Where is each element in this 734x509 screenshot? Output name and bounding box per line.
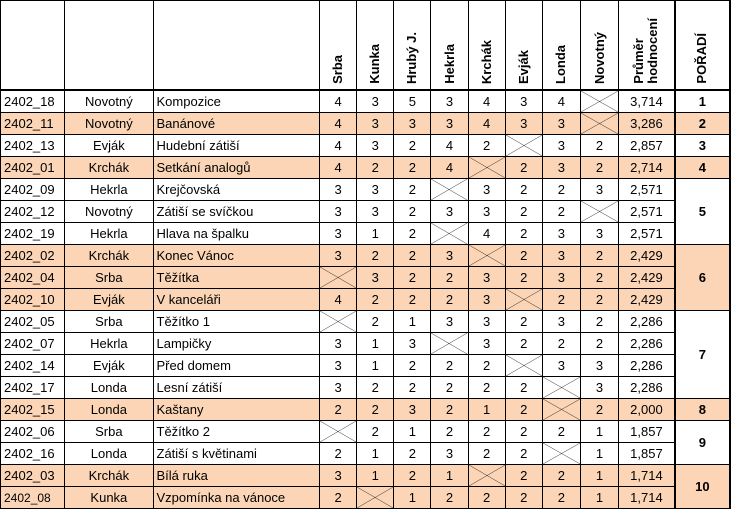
score: 3 <box>320 201 357 223</box>
score: 2 <box>505 179 542 201</box>
photo-title: Lesní zátiší <box>153 377 320 399</box>
header-judge: Srba <box>320 1 357 91</box>
score: 2 <box>394 267 431 289</box>
score: 3 <box>357 201 394 223</box>
score: 2 <box>394 377 431 399</box>
photo-code: 2402_18 <box>1 90 65 113</box>
score: 3 <box>320 465 357 487</box>
table-row <box>1 201 731 223</box>
no-score-cross <box>468 465 505 487</box>
score: 1 <box>394 487 431 509</box>
no-score-cross <box>320 267 357 289</box>
score: 2 <box>357 245 394 267</box>
table-row <box>1 355 731 377</box>
photo-title: Banánové <box>153 113 320 135</box>
score: 2 <box>542 487 580 509</box>
score: 3 <box>320 333 357 355</box>
table-row <box>1 311 731 333</box>
no-score-cross <box>505 355 542 377</box>
score: 2 <box>542 289 580 311</box>
score: 2 <box>468 377 505 399</box>
cross-icon <box>543 399 580 420</box>
score: 4 <box>320 135 357 157</box>
author: Kunka <box>65 487 153 509</box>
photo-title: Kaštany <box>153 399 320 421</box>
score: 2 <box>357 421 394 443</box>
photo-title: Krejčovská <box>153 179 320 201</box>
author: Srba <box>65 267 153 289</box>
author: Novotný <box>65 90 153 113</box>
author: Hekrla <box>65 223 153 245</box>
score: 1 <box>357 443 394 465</box>
header-judge: Krchák <box>468 1 505 91</box>
score: 2 <box>320 487 357 509</box>
average-score: 3,714 <box>619 90 675 113</box>
photo-code: 2402_06 <box>1 421 65 443</box>
rank-cell: 7 <box>675 311 730 399</box>
table-row <box>1 421 731 443</box>
cross-icon <box>581 201 618 222</box>
photo-title: Těžítka <box>153 267 320 289</box>
no-score-cross <box>431 223 468 245</box>
score: 2 <box>505 223 542 245</box>
no-score-cross <box>542 443 580 465</box>
score: 2 <box>394 223 431 245</box>
score: 3 <box>468 201 505 223</box>
cross-icon <box>320 311 356 332</box>
score: 3 <box>357 113 394 135</box>
score: 1 <box>580 443 618 465</box>
header-judge: Hekrla <box>431 1 468 91</box>
score: 2 <box>468 443 505 465</box>
photo-code: 2402_02 <box>1 245 65 267</box>
score: 2 <box>357 157 394 179</box>
score: 3 <box>468 333 505 355</box>
score: 3 <box>580 179 618 201</box>
score: 3 <box>542 245 580 267</box>
photo-title: Lampičky <box>153 333 320 355</box>
score: 3 <box>320 223 357 245</box>
average-score: 1,714 <box>619 465 675 487</box>
average-score: 2,429 <box>619 267 675 289</box>
score: 1 <box>468 399 505 421</box>
no-score-cross <box>580 201 618 223</box>
photo-title: Hlava na špalku <box>153 223 320 245</box>
average-score: 2,429 <box>619 289 675 311</box>
author: Evják <box>65 355 153 377</box>
author: Hekrla <box>65 179 153 201</box>
score: 2 <box>431 421 468 443</box>
score: 3 <box>542 267 580 289</box>
score: 2 <box>542 333 580 355</box>
score: 2 <box>505 465 542 487</box>
score: 2 <box>542 465 580 487</box>
author: Novotný <box>65 201 153 223</box>
cross-icon <box>506 289 542 310</box>
score: 4 <box>320 113 357 135</box>
score: 3 <box>505 113 542 135</box>
score: 2 <box>505 201 542 223</box>
score: 2 <box>468 355 505 377</box>
header-title <box>153 1 320 91</box>
author: Evják <box>65 289 153 311</box>
table-row <box>1 443 731 465</box>
score: 5 <box>394 90 431 113</box>
score: 2 <box>394 355 431 377</box>
score: 3 <box>357 135 394 157</box>
score: 1 <box>580 465 618 487</box>
score: 3 <box>468 289 505 311</box>
rank-cell: 1 <box>675 90 730 113</box>
photo-title: Zátiší se svíčkou <box>153 201 320 223</box>
score: 3 <box>431 443 468 465</box>
author: Srba <box>65 421 153 443</box>
photo-code: 2402_10 <box>1 289 65 311</box>
photo-code: 2402_13 <box>1 135 65 157</box>
score: 2 <box>394 157 431 179</box>
no-score-cross <box>357 487 394 509</box>
average-score: 3,286 <box>619 113 675 135</box>
score: 2 <box>505 377 542 399</box>
no-score-cross <box>505 289 542 311</box>
score: 2 <box>580 157 618 179</box>
average-score: 2,286 <box>619 377 675 399</box>
score: 3 <box>394 333 431 355</box>
rank-cell: 10 <box>675 465 730 509</box>
photo-title: Konec Vánoc <box>153 245 320 267</box>
average-score: 1,857 <box>619 443 675 465</box>
score: 2 <box>394 179 431 201</box>
score: 2 <box>580 267 618 289</box>
table-row <box>1 135 731 157</box>
score: 1 <box>357 355 394 377</box>
score: 2 <box>394 443 431 465</box>
author: Krchák <box>65 465 153 487</box>
photo-title: Setkání analogů <box>153 157 320 179</box>
photo-title: Zátiší s květinami <box>153 443 320 465</box>
header-judge: Evják <box>505 1 542 91</box>
average-score: 2,000 <box>619 399 675 421</box>
score: 2 <box>431 377 468 399</box>
cross-icon <box>469 157 505 178</box>
photo-code: 2402_09 <box>1 179 65 201</box>
photo-code: 2402_08 <box>1 487 65 509</box>
score: 2 <box>505 311 542 333</box>
table-row <box>1 267 731 289</box>
cross-icon <box>431 333 467 354</box>
photo-code: 2402_19 <box>1 223 65 245</box>
score: 2 <box>505 157 542 179</box>
score: 2 <box>505 443 542 465</box>
score: 2 <box>505 399 542 421</box>
score: 2 <box>580 311 618 333</box>
header-judge: Hrubý J. <box>394 1 431 91</box>
table-row <box>1 487 731 509</box>
score: 3 <box>431 311 468 333</box>
photo-code: 2402_01 <box>1 157 65 179</box>
header-judge: Londa <box>542 1 580 91</box>
score: 2 <box>394 465 431 487</box>
average-score: 2,571 <box>619 223 675 245</box>
score: 1 <box>357 223 394 245</box>
score: 3 <box>320 355 357 377</box>
no-score-cross <box>431 333 468 355</box>
average-score: 1,857 <box>619 421 675 443</box>
score: 2 <box>468 421 505 443</box>
score: 3 <box>431 90 468 113</box>
score: 4 <box>468 90 505 113</box>
table-row <box>1 399 731 421</box>
header-row <box>1 1 731 91</box>
no-score-cross <box>468 245 505 267</box>
score: 2 <box>394 289 431 311</box>
table-row <box>1 113 731 135</box>
photo-code: 2402_04 <box>1 267 65 289</box>
score: 1 <box>357 465 394 487</box>
photo-title: Těžítko 1 <box>153 311 320 333</box>
cross-icon <box>581 91 618 112</box>
score: 3 <box>431 245 468 267</box>
score: 2 <box>357 399 394 421</box>
header-code <box>1 1 65 91</box>
score: 3 <box>542 355 580 377</box>
cross-icon <box>581 113 618 134</box>
score: 3 <box>394 399 431 421</box>
photo-code: 2402_03 <box>1 465 65 487</box>
cross-icon <box>469 465 505 486</box>
photo-title: Bílá ruka <box>153 465 320 487</box>
photo-code: 2402_07 <box>1 333 65 355</box>
average-score: 2,286 <box>619 355 675 377</box>
average-score: 2,429 <box>619 245 675 267</box>
average-score: 2,571 <box>619 179 675 201</box>
table-row <box>1 377 731 399</box>
score: 3 <box>468 311 505 333</box>
photo-code: 2402_12 <box>1 201 65 223</box>
score: 4 <box>431 135 468 157</box>
average-score: 2,286 <box>619 311 675 333</box>
cross-icon <box>357 487 393 508</box>
author: Londa <box>65 377 153 399</box>
no-score-cross <box>580 113 618 135</box>
score: 2 <box>431 289 468 311</box>
table-row <box>1 90 731 113</box>
rank-cell: 4 <box>675 157 730 179</box>
no-score-cross <box>431 179 468 201</box>
rank-cell: 9 <box>675 421 730 465</box>
score: 2 <box>468 135 505 157</box>
score: 1 <box>580 421 618 443</box>
score: 4 <box>320 90 357 113</box>
table-row <box>1 157 731 179</box>
score: 3 <box>580 355 618 377</box>
rank-cell: 5 <box>675 179 730 245</box>
no-score-cross <box>505 135 542 157</box>
cross-icon <box>506 135 542 156</box>
header-average-line2: hodnocení <box>645 18 661 84</box>
author: Evják <box>65 135 153 157</box>
score: 2 <box>505 421 542 443</box>
results-body <box>1 90 731 509</box>
no-score-cross <box>580 90 618 113</box>
photo-title: Hudební zátiší <box>153 135 320 157</box>
score: 3 <box>542 113 580 135</box>
score: 2 <box>505 245 542 267</box>
score: 3 <box>431 113 468 135</box>
score: 1 <box>394 311 431 333</box>
table-row <box>1 289 731 311</box>
average-score: 1,714 <box>619 487 675 509</box>
cross-icon <box>431 223 467 244</box>
score: 4 <box>468 113 505 135</box>
average-score: 2,857 <box>619 135 675 157</box>
score: 2 <box>357 377 394 399</box>
score: 2 <box>542 421 580 443</box>
score: 2 <box>431 487 468 509</box>
photo-code: 2402_05 <box>1 311 65 333</box>
photo-title: Před domem <box>153 355 320 377</box>
table-row <box>1 179 731 201</box>
score: 4 <box>320 157 357 179</box>
table-row <box>1 245 731 267</box>
score: 3 <box>320 179 357 201</box>
score: 2 <box>580 135 618 157</box>
photo-code: 2402_11 <box>1 113 65 135</box>
author: Londa <box>65 399 153 421</box>
header-average <box>619 1 675 91</box>
no-score-cross <box>542 399 580 421</box>
score: 2 <box>542 201 580 223</box>
cross-icon <box>543 443 580 464</box>
score: 3 <box>580 223 618 245</box>
score: 3 <box>468 179 505 201</box>
score: 3 <box>505 90 542 113</box>
score: 4 <box>542 90 580 113</box>
score: 1 <box>357 333 394 355</box>
photo-code: 2402_14 <box>1 355 65 377</box>
photo-code: 2402_16 <box>1 443 65 465</box>
header-judge: Kunka <box>357 1 394 91</box>
header-judge: Novotný <box>580 1 618 91</box>
no-score-cross <box>320 311 357 333</box>
photo-title: Těžítko 2 <box>153 421 320 443</box>
score: 2 <box>468 487 505 509</box>
rank-cell: 3 <box>675 135 730 157</box>
score: 4 <box>431 157 468 179</box>
rank-cell: 8 <box>675 399 730 421</box>
cross-icon <box>543 377 580 398</box>
score: 3 <box>542 157 580 179</box>
author: Londa <box>65 443 153 465</box>
author: Krchák <box>65 157 153 179</box>
score: 2 <box>320 443 357 465</box>
table-row <box>1 333 731 355</box>
score: 2 <box>580 245 618 267</box>
cross-icon <box>431 179 467 200</box>
author: Srba <box>65 311 153 333</box>
score: 3 <box>542 223 580 245</box>
average-score: 2,571 <box>619 201 675 223</box>
cross-icon <box>506 355 542 376</box>
score: 3 <box>542 311 580 333</box>
cross-icon <box>469 245 505 266</box>
header-average-line1: Průměr <box>631 38 647 84</box>
score: 2 <box>394 245 431 267</box>
score: 3 <box>394 113 431 135</box>
score: 3 <box>357 267 394 289</box>
header-author <box>65 1 153 91</box>
score: 1 <box>431 465 468 487</box>
author: Novotný <box>65 113 153 135</box>
rank-cell: 2 <box>675 113 730 135</box>
average-score: 2,714 <box>619 157 675 179</box>
photo-title: V kanceláři <box>153 289 320 311</box>
no-score-cross <box>542 377 580 399</box>
score: 2 <box>542 179 580 201</box>
photo-title: Vzpomínka na vánoce <box>153 487 320 509</box>
score: 3 <box>357 179 394 201</box>
photo-title: Kompozice <box>153 90 320 113</box>
score: 3 <box>320 245 357 267</box>
score: 2 <box>580 333 618 355</box>
score: 2 <box>505 333 542 355</box>
score: 4 <box>320 289 357 311</box>
score: 1 <box>580 487 618 509</box>
rank-cell: 6 <box>675 245 730 311</box>
score: 3 <box>468 267 505 289</box>
score: 3 <box>320 377 357 399</box>
author: Hekrla <box>65 333 153 355</box>
author: Krchák <box>65 245 153 267</box>
average-score: 2,286 <box>619 333 675 355</box>
score: 1 <box>394 421 431 443</box>
score: 2 <box>394 201 431 223</box>
score: 2 <box>394 135 431 157</box>
score: 3 <box>357 90 394 113</box>
cross-icon <box>320 421 356 442</box>
score: 3 <box>431 201 468 223</box>
score: 2 <box>505 487 542 509</box>
score: 2 <box>320 399 357 421</box>
score: 2 <box>357 311 394 333</box>
score: 2 <box>580 399 618 421</box>
cross-icon <box>320 267 356 288</box>
no-score-cross <box>468 157 505 179</box>
score: 2 <box>431 267 468 289</box>
score: 4 <box>468 223 505 245</box>
table-row <box>1 223 731 245</box>
no-score-cross <box>320 421 357 443</box>
score: 3 <box>542 135 580 157</box>
score: 2 <box>357 289 394 311</box>
photo-code: 2402_15 <box>1 399 65 421</box>
score: 3 <box>580 377 618 399</box>
score: 2 <box>580 289 618 311</box>
header-rank: POŘADÍ <box>675 1 730 91</box>
score: 2 <box>505 267 542 289</box>
photo-code: 2402_17 <box>1 377 65 399</box>
table-row <box>1 465 731 487</box>
score: 2 <box>431 355 468 377</box>
score: 2 <box>431 399 468 421</box>
